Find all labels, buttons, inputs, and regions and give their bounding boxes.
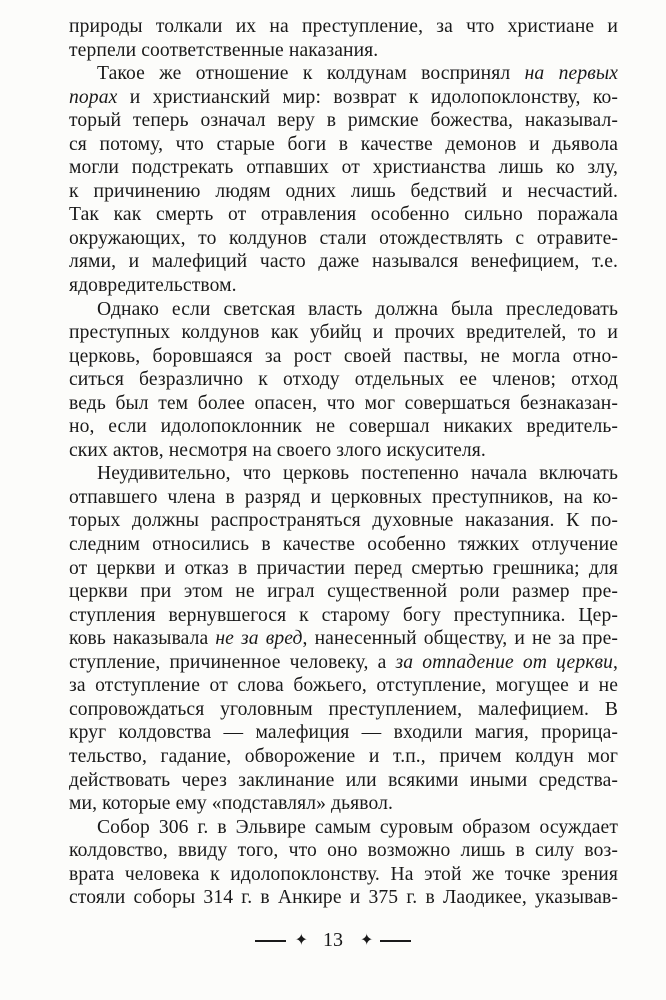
body-text: ядовредительством. xyxy=(69,275,237,297)
body-text: терпели соответственные наказания. xyxy=(69,39,379,61)
text-block xyxy=(69,15,618,910)
page-footer xyxy=(0,929,666,952)
footer-ornament-left-icon: ✦ xyxy=(294,931,306,949)
body-text: , нанесенный обществу, и не за пре- xyxy=(302,628,618,650)
text-line xyxy=(69,321,618,345)
italic-text: на первых xyxy=(524,63,619,85)
page-number: 13 xyxy=(323,929,343,951)
footer-rule-left xyxy=(255,940,286,942)
text-line xyxy=(69,792,618,816)
text-line xyxy=(69,557,618,581)
body-text: Собор 306 г. в Эльвире самым суровым образом осуждает xyxy=(97,816,618,838)
text-line xyxy=(69,769,618,793)
body-text: сопровождаться уголовным преступлением, малефицием. В xyxy=(69,698,618,720)
body-text: преступных колдунов как убийц и прочих вредителей, то и xyxy=(69,322,618,344)
body-text: Такое же отношение к колдунам воспринял xyxy=(97,63,525,85)
text-line xyxy=(69,415,618,439)
body-text: Однако если светская власть должна была преследовать xyxy=(97,298,618,320)
text-line xyxy=(69,109,618,133)
text-line xyxy=(69,486,618,510)
body-text: и христианский мир: возврат к идолопоклонству, ко- xyxy=(117,86,618,108)
body-text: церковь, боровшаяся за рост своей паствы, не могла отно- xyxy=(69,345,618,367)
body-text: ступление, причиненное человеку, а xyxy=(69,651,396,673)
italic-text: не за вред xyxy=(215,628,303,650)
footer-ornament-right-icon: ✦ xyxy=(360,931,372,949)
paragraph xyxy=(69,62,618,297)
body-text: но, если идолопоклонник не совершал никаких вредитель- xyxy=(69,416,618,438)
text-line xyxy=(69,180,618,204)
body-text: ми, которые ему «подставлял» дьявол. xyxy=(69,793,393,815)
text-line xyxy=(69,203,618,227)
text-line xyxy=(69,62,618,86)
body-text: Так как смерть от отравления особенно сильно поражала xyxy=(69,204,618,226)
body-text: окружающих, то колдунов стали отождествлять с отравите- xyxy=(69,227,618,249)
body-text: лями, и малефиций часто даже назывался венефицием, т.е. xyxy=(69,251,618,273)
footer-rule-right xyxy=(380,940,411,942)
body-text: Неудивительно, что церковь постепенно начала включать xyxy=(97,463,618,485)
body-text: врата человека к идолопоклонству. На этой же точке зрения xyxy=(69,863,618,885)
text-line xyxy=(69,509,618,533)
body-text: церкви при этом не играл существенной роли размер пре- xyxy=(69,581,618,603)
text-line xyxy=(69,156,618,180)
body-text: к причинению людям одних лишь бедствий и несчастий. xyxy=(69,180,618,202)
text-line xyxy=(69,816,618,840)
text-line xyxy=(69,886,618,910)
text-line xyxy=(69,745,618,769)
body-text: могли подстрекать отпавших от христианства лишь ко злу, xyxy=(69,157,618,179)
text-line xyxy=(69,674,618,698)
text-line xyxy=(69,604,618,628)
text-line xyxy=(69,368,618,392)
body-text: ведь был тем более опасен, что мог совершаться безнаказан- xyxy=(69,392,618,414)
text-line xyxy=(69,580,618,604)
body-text: ступления вернувшегося к старому богу преступника. Цер- xyxy=(69,604,618,626)
paragraph xyxy=(69,816,618,910)
text-line xyxy=(69,345,618,369)
text-line xyxy=(69,651,618,675)
text-line xyxy=(69,15,618,39)
italic-text: порах xyxy=(69,86,118,108)
body-text: от церкви и отказ в причастии перед смертью грешника; для xyxy=(69,557,618,579)
body-text: стояли соборы 314 г. в Анкире и 375 г. в Лаодикее, указывав- xyxy=(69,887,618,909)
text-line xyxy=(69,533,618,557)
body-text: следним относились в качестве особенно тяжких отлучение xyxy=(69,534,618,556)
body-text: за отступление от слова божьего, отступление, могущее и не xyxy=(69,675,618,697)
text-line xyxy=(69,86,618,110)
text-line xyxy=(69,274,618,298)
paragraph xyxy=(69,298,618,463)
text-line xyxy=(69,627,618,651)
body-text: торый теперь означал веру в римские божества, наказывал- xyxy=(69,110,618,132)
italic-text: за отпадение от церкви xyxy=(395,651,613,673)
body-text: ситься безразлично к отходу отдельных ее членов; отход xyxy=(69,369,618,391)
paragraph xyxy=(69,15,618,62)
body-text: колдовство, ввиду того, что оно возможно лишь в силу воз- xyxy=(69,840,618,862)
body-text: действовать через заклинание или всякими иными средства- xyxy=(69,769,618,791)
paragraph xyxy=(69,462,618,815)
body-text: , xyxy=(613,651,618,673)
body-text: ся потому, что старые боги в качестве демонов и дьявола xyxy=(69,133,618,155)
text-line xyxy=(69,298,618,322)
body-text: ковь наказывала xyxy=(69,628,216,650)
text-line xyxy=(69,863,618,887)
text-line xyxy=(69,439,618,463)
body-text: ских актов, несмотря на своего злого искусителя. xyxy=(69,439,486,461)
text-line xyxy=(69,721,618,745)
body-text: природы толкали их на преступление, за что христиане и xyxy=(69,16,618,37)
body-text: торых должны распространяться духовные наказания. К по- xyxy=(69,510,618,532)
text-line xyxy=(69,698,618,722)
text-line xyxy=(69,462,618,486)
text-line xyxy=(69,250,618,274)
body-text: тельство, гадание, обворожение и т.п., причем колдун мог xyxy=(69,745,618,767)
body-text: отпавшего члена в разряд и церковных преступников, на ко- xyxy=(69,486,618,508)
text-line xyxy=(69,227,618,251)
text-line xyxy=(69,39,618,63)
body-text: круг колдовства — малефиция — входили магия, прорица- xyxy=(69,722,618,744)
text-line xyxy=(69,839,618,863)
text-line xyxy=(69,133,618,157)
text-line xyxy=(69,392,618,416)
